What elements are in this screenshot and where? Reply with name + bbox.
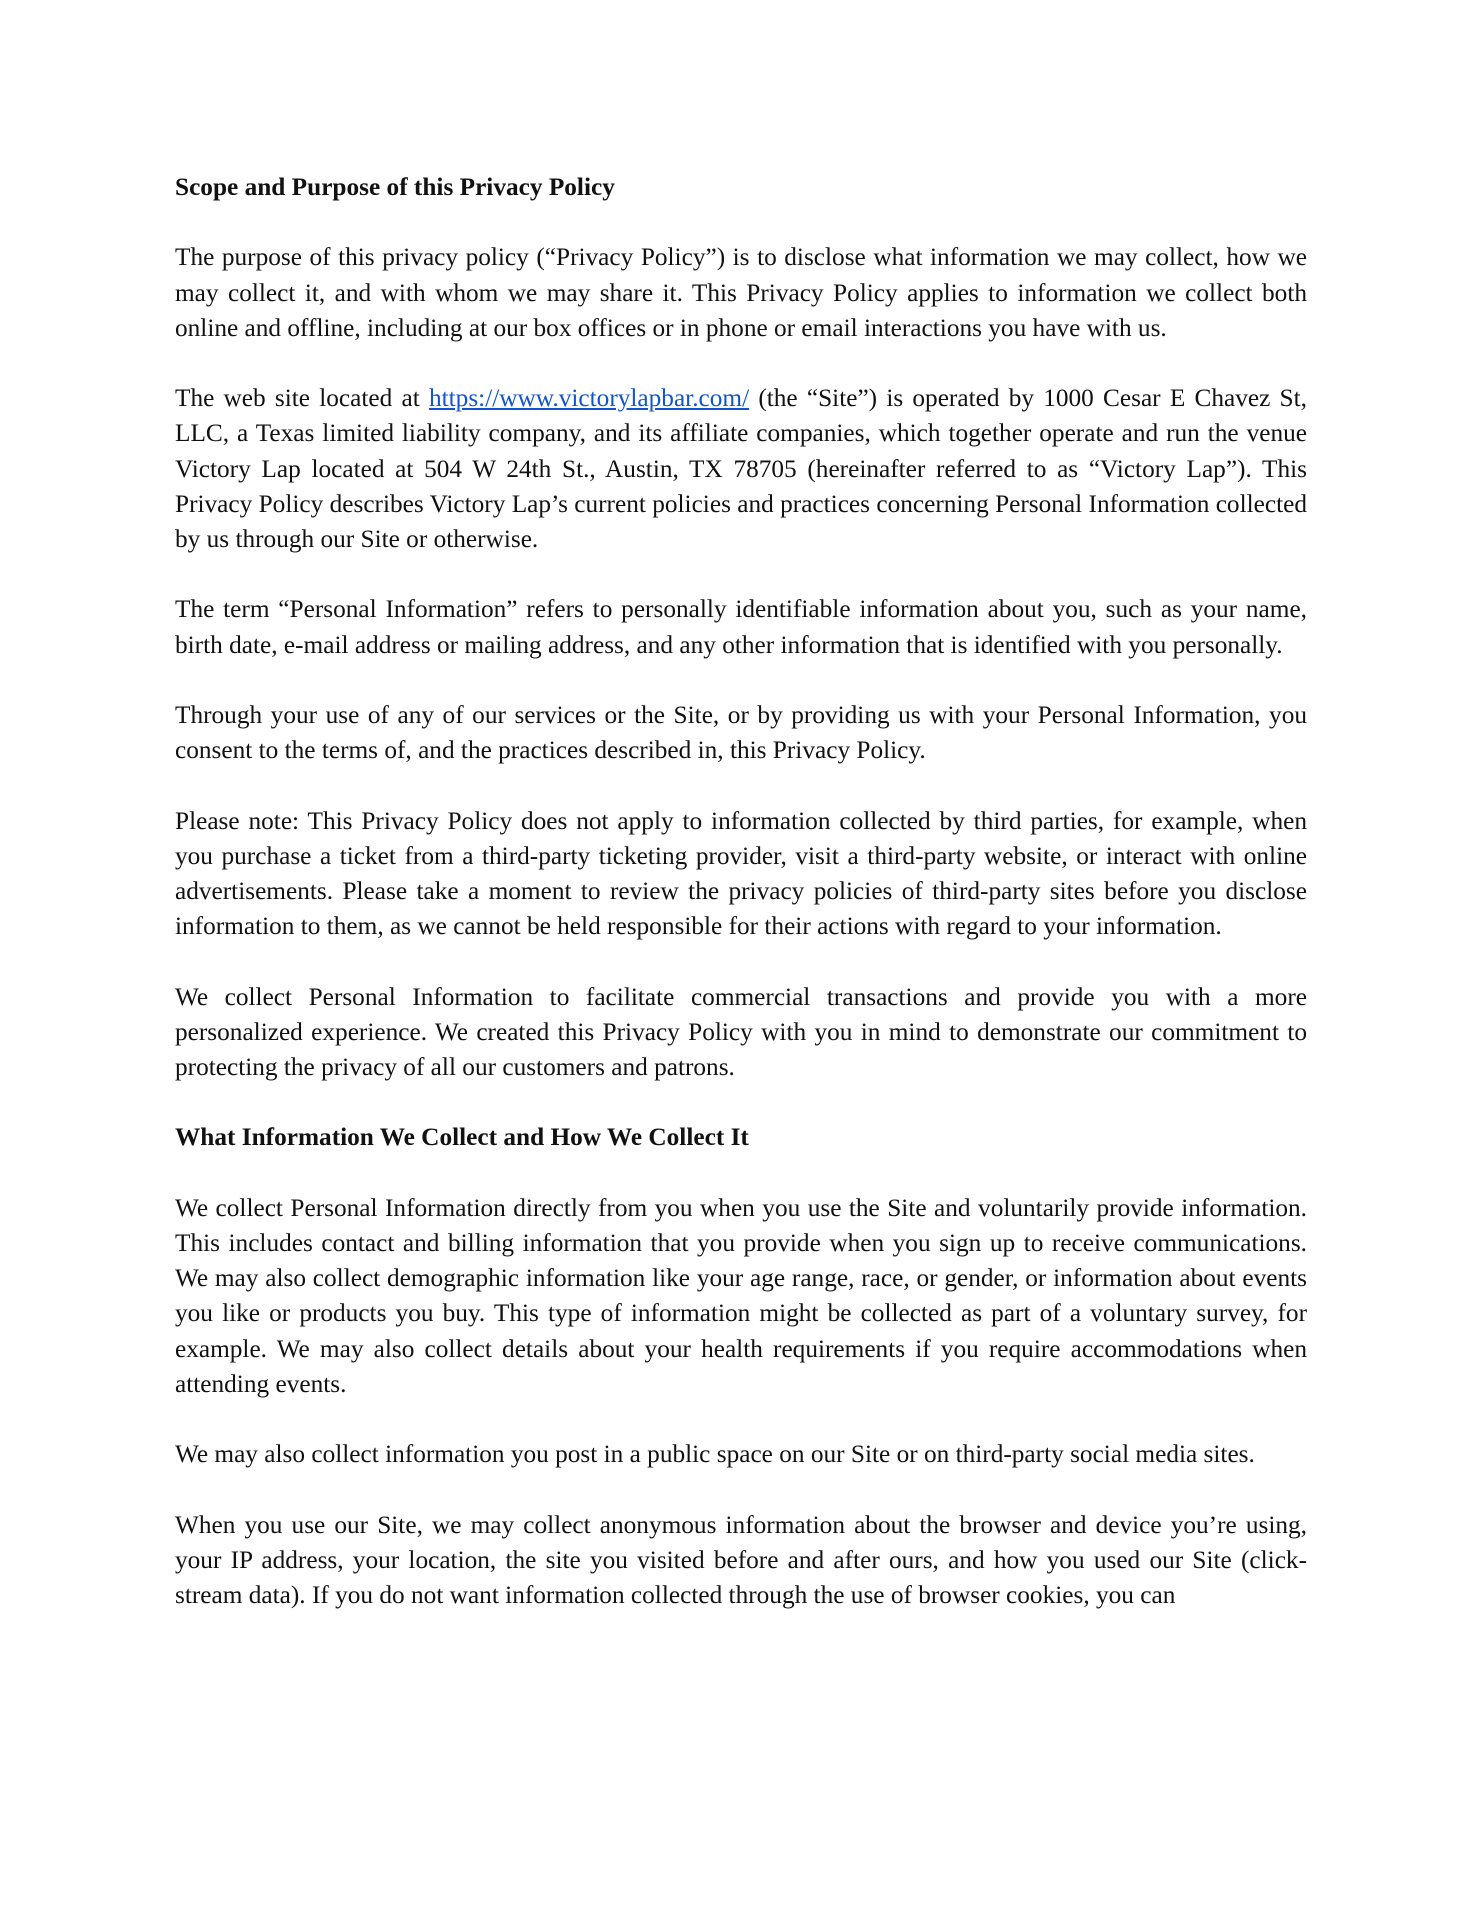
paragraph-site-operator <box>175 381 1307 557</box>
site-url-link[interactable]: https://www.victorylapbar.com/ <box>428 384 750 413</box>
paragraph-site-operator-lead: The web site located at <box>175 384 429 413</box>
paragraph-public-posts: We may also collect information you post in a public space on our Site or on third-party social media sites. <box>175 1440 1255 1469</box>
section-heading-what-we-collect: What Information We Collect and How We Collect It <box>175 1123 749 1152</box>
paragraph-third-parties-note: Please note: This Privacy Policy does not apply to information collected by third parties, for example, when you purchase a ticket from a third-party ticketing provider, visit a third-party website, or interact with online advertisements. Please take a moment to review the privacy policies of third-party sites before you disclose information to them, as we cannot be held responsible for their actions with regard to your information. <box>175 806 1307 941</box>
section-heading-scope: Scope and Purpose of this Privacy Policy <box>175 173 615 201</box>
paragraph-purpose: The purpose of this privacy policy (“Privacy Policy”) is to disclose what information we may collect, how we may collect it, and with whom we may share it. This Privacy Policy applies to information we collect both online and offline, including at our box offices or in phone or email interactions you have with us. <box>175 243 1307 342</box>
paragraph-direct-collection: We collect Personal Information directly from you when you use the Site and voluntarily provide information. This includes contact and billing information that you provide when you sign up to receive communications. We may also collect demographic information like your age range, race, or gender, or information about events you like or products you buy. This type of information might be collected as part of a voluntary survey, for example. We may also collect details about your health requirements if you require accommodations when attending events. <box>175 1193 1307 1398</box>
paragraph-why-we-collect: We collect Personal Information to facilitate commercial transactions and provide you with a more personalized experience. We created this Privacy Policy with you in mind to demonstrate our commitment to protecting the privacy of all our customers and patrons. <box>175 982 1307 1081</box>
document-page <box>175 170 1307 1613</box>
paragraph-consent: Through your use of any of our services or the Site, or by providing us with your Personal Information, you consent to the terms of, and the practices described in, this Privacy Policy. <box>175 700 1307 765</box>
paragraph-browser-data: When you use our Site, we may collect anonymous information about the browser and device you’re using, your IP address, your location, the site you visited before and after ours, and how you used our Site (click-stream data). If you do not want information collected through the use of browser cookies, you can <box>175 1510 1307 1609</box>
paragraph-personal-information-definition: The term “Personal Information” refers to personally identifiable information about you, such as your name, birth date, e-mail address or mailing address, and any other information that is identified with you personally. <box>175 595 1307 659</box>
paragraph-site-operator-rest: (the “Site”) is operated by 1000 Cesar E Chavez St, LLC, a Texas limited liability company, and its affiliate companies, which together operate and run the venue Victory Lap located at 504 W 24th St., Austin, TX 78705 (hereinafter referred to as “Victory Lap”). This Privacy Policy describes Victory Lap’s current policies and practices concerning Personal Information collected by us through our Site or otherwise. <box>175 384 1307 553</box>
